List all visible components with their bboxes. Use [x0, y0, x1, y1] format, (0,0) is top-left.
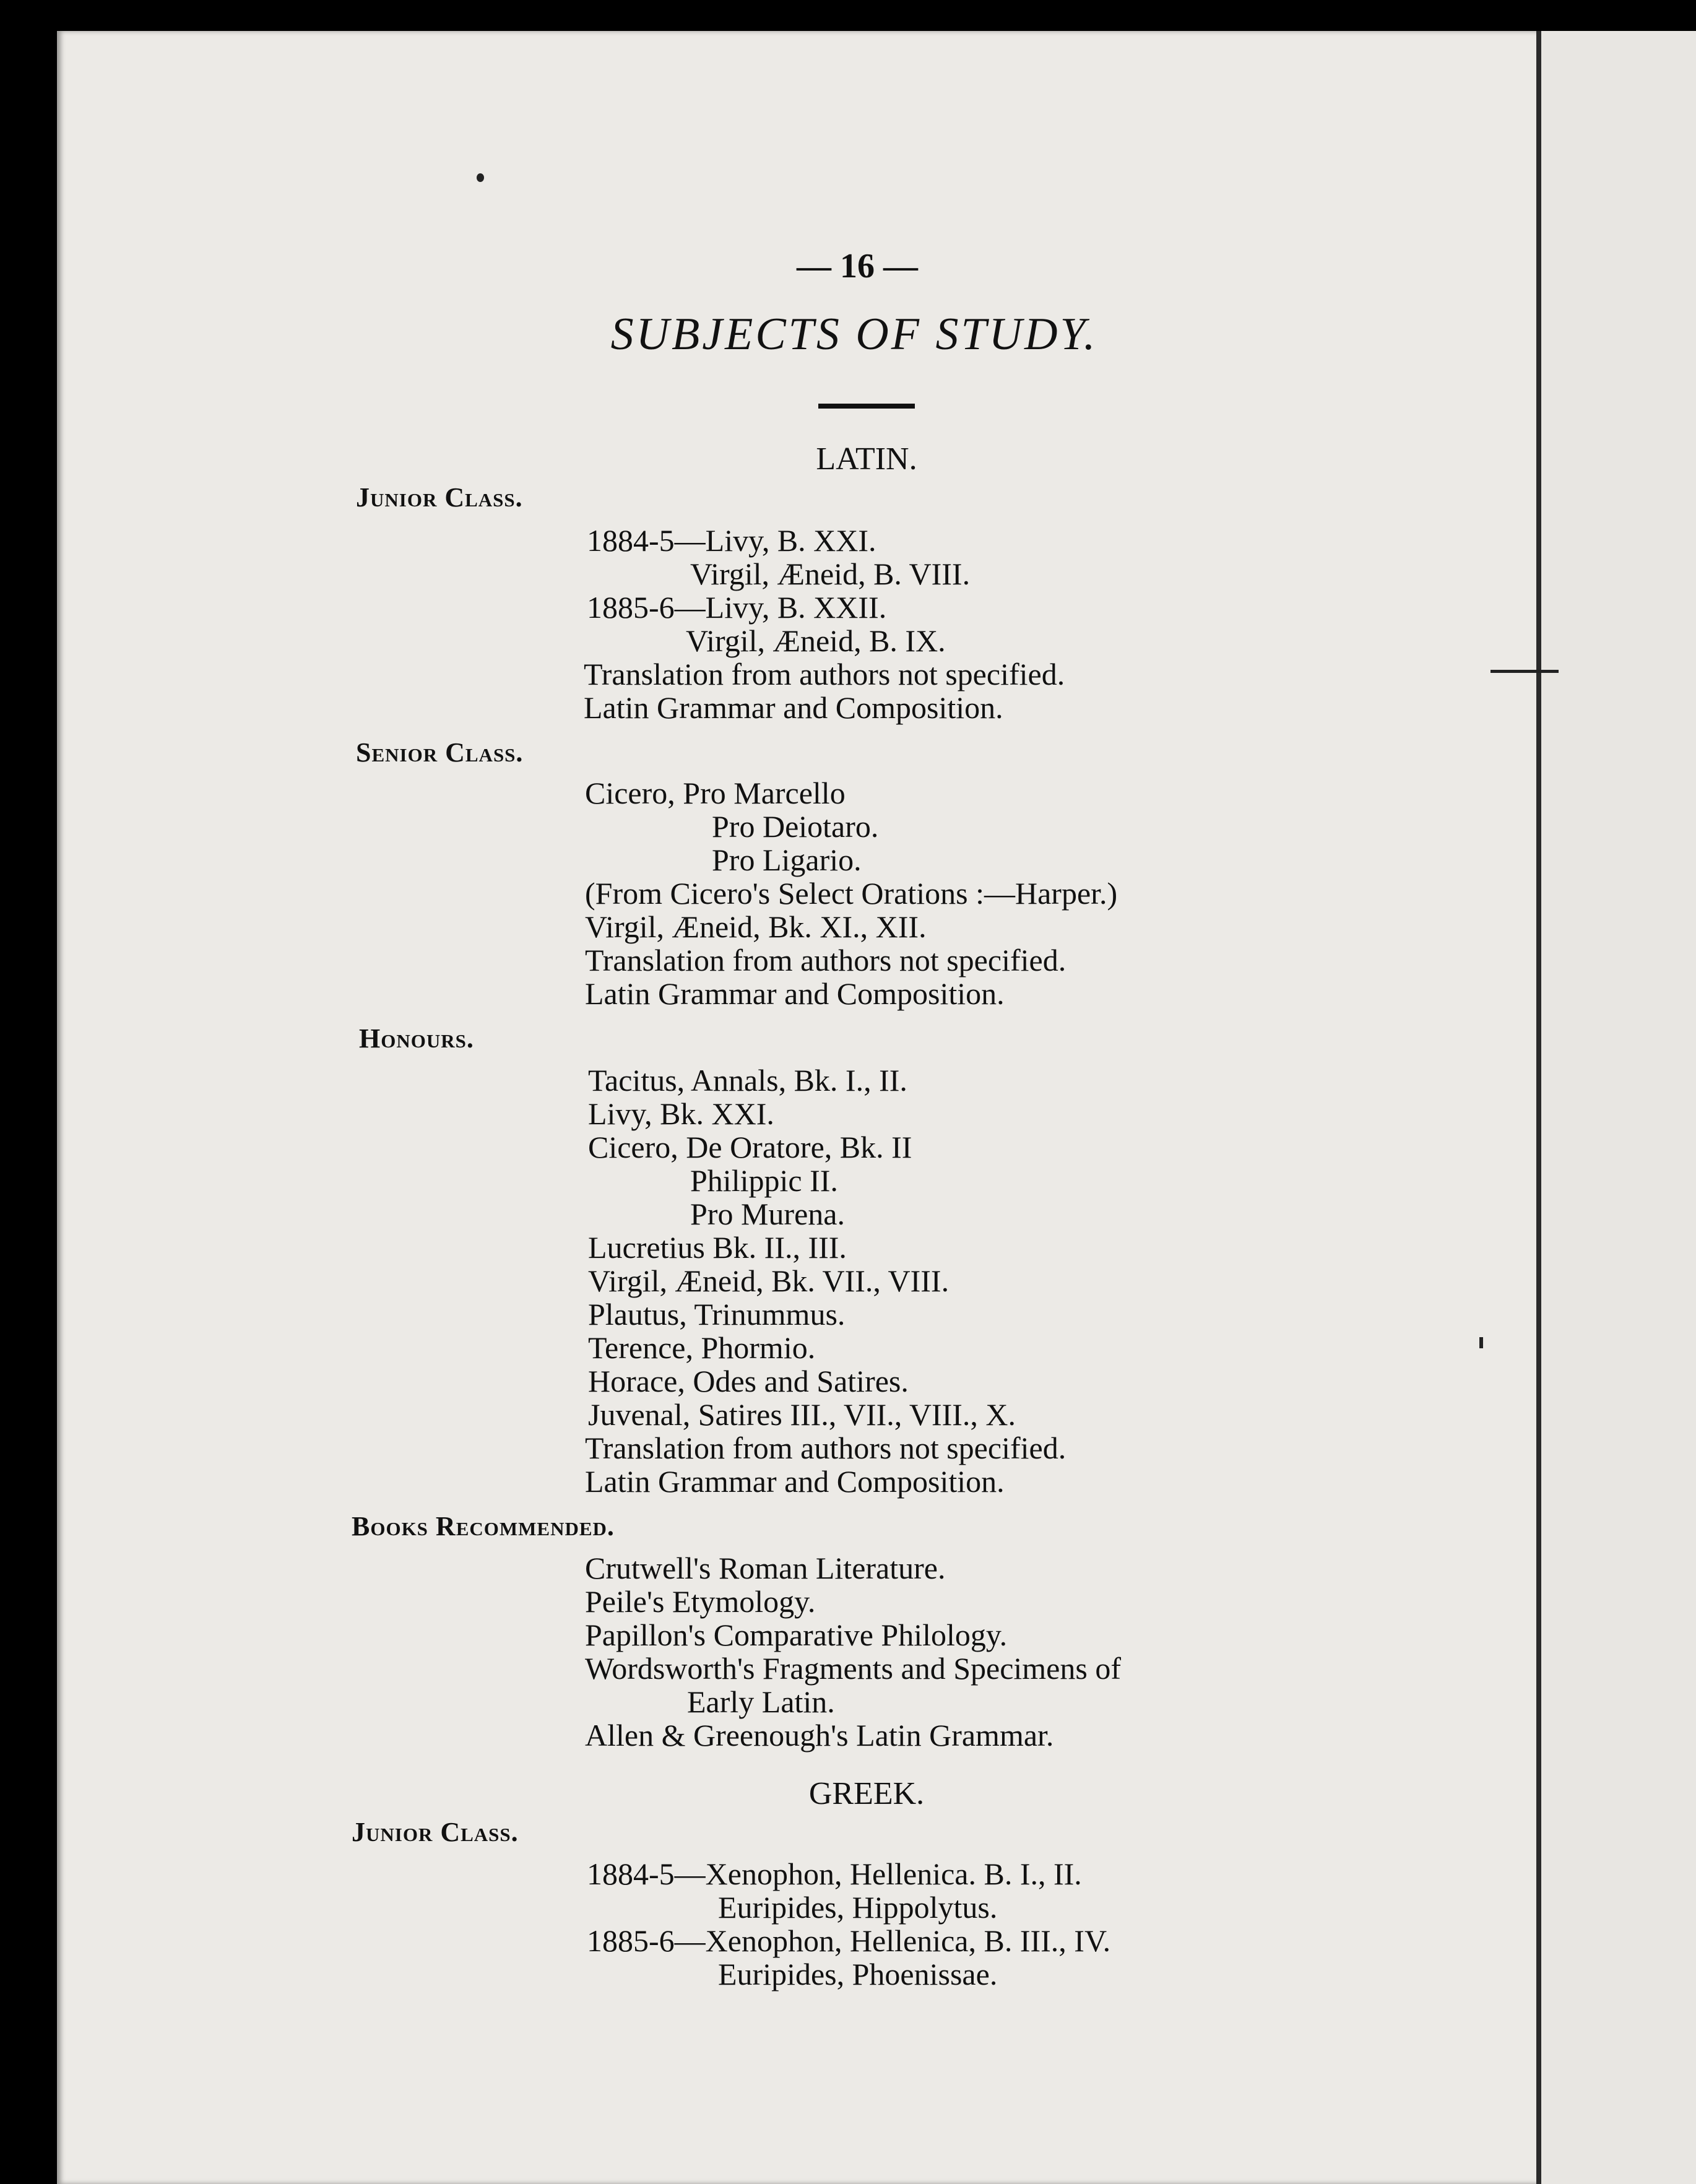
page-title: SUBJECTS OF STUDY.: [610, 309, 1098, 360]
list-item: Virgil, Æneid, B. VIII.: [690, 557, 971, 591]
list-item: Plautus, Trinummus.: [588, 1297, 846, 1332]
list-item: Tacitus, Annals, Bk. I., II.: [588, 1063, 907, 1098]
scan-speck: [477, 173, 484, 182]
list-item: 1884-5—Xenophon, Hellenica. B. I., II.: [587, 1857, 1082, 1891]
list-item: (From Cicero's Select Orations :—Harper.): [585, 876, 1118, 911]
list-item: Virgil, Æneid, Bk. XI., XII.: [585, 909, 927, 944]
scan-speck: [1490, 670, 1559, 673]
list-item: Papillon's Comparative Philology.: [585, 1618, 1008, 1652]
class-label-junior: Junior Class.: [356, 482, 523, 513]
class-label-books-recommended: Books Recommended.: [352, 1511, 615, 1541]
list-item: Early Latin.: [687, 1684, 835, 1719]
list-item: Virgil, Æneid, Bk. VII., VIII.: [588, 1263, 950, 1298]
title-rule: [818, 404, 915, 409]
list-item: Pro Deiotaro.: [712, 809, 879, 844]
list-item: Livy, Bk. XXI.: [588, 1096, 774, 1131]
list-item: Euripides, Phoenissae.: [718, 1957, 998, 1991]
list-item: 1884-5—Livy, B. XXI.: [587, 523, 876, 558]
list-item: Cicero, Pro Marcello: [585, 776, 846, 810]
class-label-junior: Junior Class.: [352, 1817, 519, 1847]
list-item: Crutwell's Roman Literature.: [585, 1551, 946, 1585]
list-item: Cicero, De Oratore, Bk. II: [588, 1130, 912, 1164]
list-item: Pro Murena.: [690, 1197, 845, 1231]
class-label-senior: Senior Class.: [356, 737, 524, 768]
list-item: 1885-6—Livy, B. XXII.: [587, 590, 887, 625]
list-item: Translation from authors not specified.: [584, 657, 1065, 691]
list-item: Lucretius Bk. II., III.: [588, 1230, 847, 1265]
scan-speck: [1479, 1337, 1483, 1348]
list-item: Terence, Phormio.: [588, 1330, 816, 1365]
list-item: Translation from authors not specified.: [585, 943, 1066, 977]
list-item: Philippic II.: [690, 1163, 838, 1198]
list-item: Latin Grammar and Composition.: [585, 976, 1005, 1011]
list-item: 1885-6—Xenophon, Hellenica, B. III., IV.: [587, 1923, 1111, 1958]
list-item: Peile's Etymology.: [585, 1584, 816, 1619]
list-item: Allen & Greenough's Latin Grammar.: [585, 1718, 1054, 1753]
list-item: Latin Grammar and Composition.: [584, 690, 1003, 725]
class-label-honours: Honours.: [359, 1023, 474, 1054]
list-item: Translation from authors not specified.: [585, 1431, 1066, 1465]
page-number: — 16 —: [797, 247, 918, 285]
list-item: Pro Ligario.: [712, 843, 862, 877]
list-item: Latin Grammar and Composition.: [585, 1464, 1005, 1499]
section-heading-latin: LATIN.: [816, 441, 917, 477]
list-item: Wordsworth's Fragments and Specimens of: [585, 1651, 1121, 1686]
list-item: Euripides, Hippolytus.: [718, 1890, 998, 1925]
list-item: Virgil, Æneid, B. IX.: [686, 623, 946, 658]
section-heading-greek: GREEK.: [808, 1776, 925, 1811]
list-item: Juvenal, Satires III., VII., VIII., X.: [588, 1397, 1016, 1432]
list-item: Horace, Odes and Satires.: [588, 1364, 909, 1398]
